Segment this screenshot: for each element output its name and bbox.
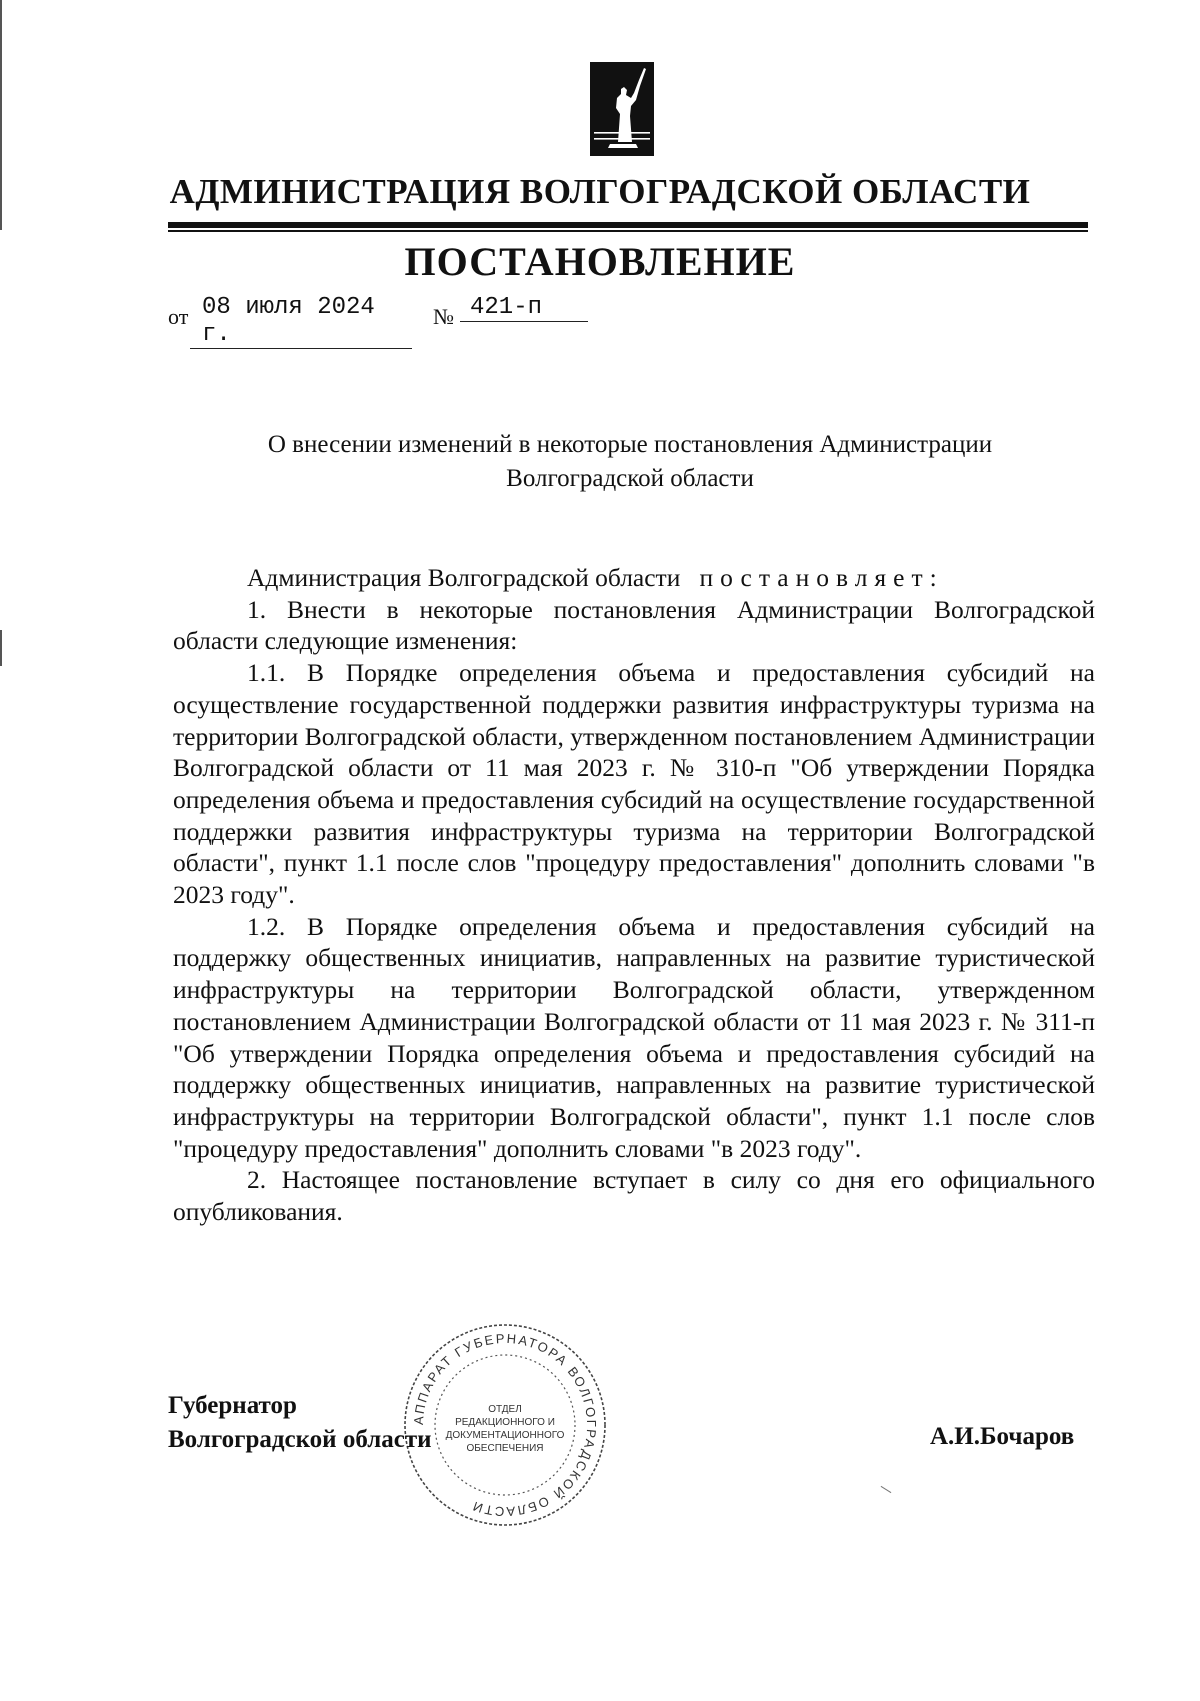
scan-margin-mark — [0, 630, 2, 666]
subject-line-1: О внесении изменений в некоторые постановления Администрации — [267, 431, 993, 458]
signatory-title-line-2: Волгоградской области — [168, 1426, 432, 1453]
subject-line-2: Волгоградской области — [506, 465, 754, 492]
header-rule-thick — [168, 222, 1088, 228]
preamble-text: Администрация Волгоградской области — [247, 563, 681, 592]
date-number-row — [168, 292, 628, 348]
document-type-title: ПОСТАНОВЛЕНИЕ — [404, 239, 796, 284]
stamp-line-1: ОТДЕЛ — [488, 1404, 522, 1415]
emblem-icon — [590, 62, 654, 156]
signatory-title — [168, 1389, 432, 1457]
preamble — [173, 562, 1095, 594]
document-body — [173, 562, 1095, 1228]
stamp-line-2: РЕДАКЦИОННОГО И — [455, 1417, 555, 1428]
document-date: 08 июля 2024 г. — [190, 294, 412, 349]
header-rule-thin — [168, 230, 1088, 232]
date-prefix-label: от — [168, 304, 189, 329]
item-1-2: 1.2. В Порядке определения объема и предоставления субсидий на поддержку общественных инициатив, направленных на развитие туристической инфраструктуры на территории Волгоградской области, утвержденном постановлением Администрации Волгоградской области от 11 мая 2023 г. № 311-п "Об утверждении Порядка определения объема и предоставления субсидий на поддержку общественных инициатив, направленных на развитие туристической инфраструктуры на территории Волгоградской области", пункт 1.1 после слов "процедуру предоставления" дополнить словами "в 2023 году". — [173, 911, 1095, 1163]
stamp-line-4: ОБЕСПЕЧЕНИЯ — [466, 1443, 544, 1454]
item-2: 2. Настоящее постановление вступает в силу со дня его официального опубликования. — [173, 1165, 1095, 1227]
item-1-1: 1.1. В Порядке определения объема и предоставления субсидий на осуществление государственной поддержки развития инфраструктуры туризма на территории Волгоградской области, утвержденном постановлением Администрации Волгоградской области от 11 мая 2023 г. № 310-п "Об утверждении Порядка определения объема и предоставления субсидий на осуществление государственной поддержки развития инфраструктуры туризма на территории Волгоградской области", пункт 1.1 после слов "процедуру предоставления" дополнить словами "в 2023 году". — [173, 658, 1095, 910]
signatory-name: А.И.Бочаров — [930, 1423, 1075, 1450]
item-1: 1. Внести в некоторые постановления Администрации Волгоградской области следующие изменения: — [173, 594, 1095, 656]
document-number: 421-п — [460, 294, 588, 322]
preamble-decision-word: постановляет: — [699, 563, 944, 592]
number-prefix-label: № — [433, 304, 454, 329]
scan-speck — [881, 1486, 892, 1493]
signatory-title-line-1: Губернатор — [168, 1392, 297, 1419]
document-subject — [160, 428, 1100, 496]
org-title: АДМИНИСТРАЦИЯ ВОЛГОГРАДСКОЙ ОБЛАСТИ — [169, 172, 1031, 211]
stamp-line-3: ДОКУМЕНТАЦИОННОГО — [445, 1430, 565, 1441]
stamp-ring-text: АППАРАТ ГУБЕРНАТОРА ВОЛГОГРАДСКОЙ ОБЛАСТИ — [410, 1330, 600, 1520]
